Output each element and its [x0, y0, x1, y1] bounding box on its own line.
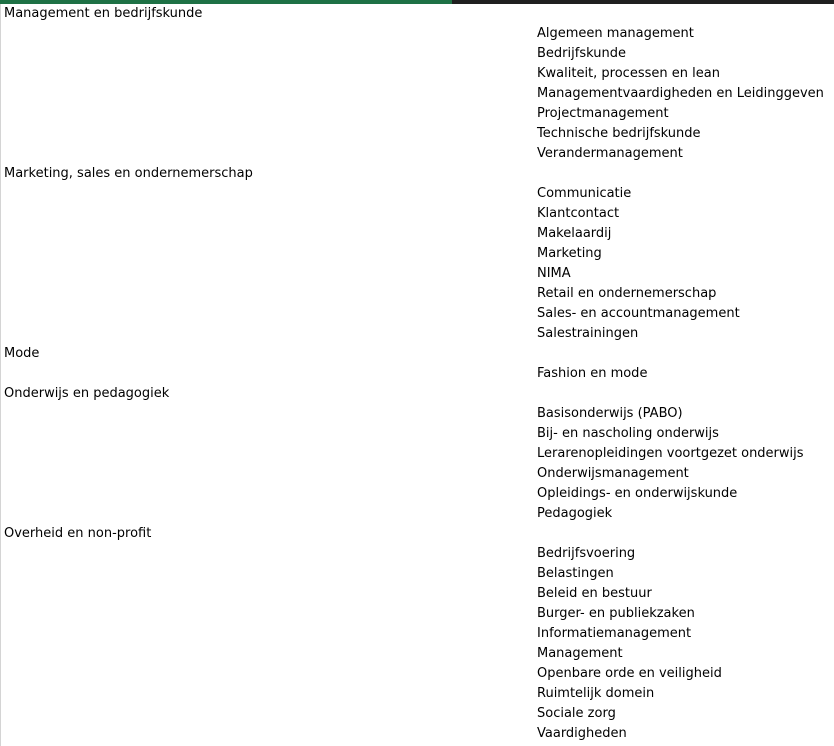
- category-cell[interactable]: Management en bedrijfskunde: [4, 6, 203, 21]
- subcategory-cell[interactable]: Sales- en accountmanagement: [537, 306, 740, 321]
- subcategory-row[interactable]: [0, 84, 834, 104]
- subcategory-row[interactable]: [0, 604, 834, 624]
- category-cell[interactable]: Mode: [4, 346, 40, 361]
- subcategory-row[interactable]: [0, 504, 834, 524]
- subcategory-row[interactable]: [0, 624, 834, 644]
- subcategory-row[interactable]: [0, 484, 834, 504]
- subcategory-row[interactable]: [0, 184, 834, 204]
- subcategory-cell[interactable]: Informatiemanagement: [537, 626, 692, 641]
- subcategory-row[interactable]: [0, 204, 834, 224]
- subcategory-row[interactable]: [0, 584, 834, 604]
- subcategory-cell[interactable]: NIMA: [537, 266, 571, 281]
- category-cell[interactable]: Overheid en non-profit: [4, 526, 152, 541]
- subcategory-cell[interactable]: Kwaliteit, processen en lean: [537, 66, 720, 81]
- subcategory-row[interactable]: [0, 44, 834, 64]
- subcategory-row[interactable]: [0, 564, 834, 584]
- subcategory-cell[interactable]: Salestrainingen: [537, 326, 639, 341]
- category-cell[interactable]: Marketing, sales en ondernemerschap: [4, 166, 253, 181]
- subcategory-cell[interactable]: Bedrijfskunde: [537, 46, 626, 61]
- subcategory-cell[interactable]: Bij- en nascholing onderwijs: [537, 426, 719, 441]
- subcategory-cell[interactable]: Management: [537, 646, 623, 661]
- subcategory-cell[interactable]: Makelaardij: [537, 226, 612, 241]
- subcategory-cell[interactable]: Sociale zorg: [537, 706, 616, 721]
- subcategory-row[interactable]: [0, 544, 834, 564]
- subcategory-cell[interactable]: Projectmanagement: [537, 106, 669, 121]
- subcategory-cell[interactable]: Vaardigheden: [537, 726, 627, 741]
- subcategory-row[interactable]: [0, 404, 834, 424]
- subcategory-row[interactable]: [0, 724, 834, 744]
- subcategory-row[interactable]: [0, 244, 834, 264]
- category-row[interactable]: [0, 384, 834, 404]
- subcategory-cell[interactable]: Beleid en bestuur: [537, 586, 652, 601]
- subcategory-cell[interactable]: Belastingen: [537, 566, 614, 581]
- subcategory-cell[interactable]: Burger- en publiekzaken: [537, 606, 695, 621]
- subcategory-row[interactable]: [0, 364, 834, 384]
- subcategory-cell[interactable]: Marketing: [537, 246, 602, 261]
- subcategory-row[interactable]: [0, 124, 834, 144]
- subcategory-row[interactable]: [0, 104, 834, 124]
- subcategory-cell[interactable]: Basisonderwijs (PABO): [537, 406, 683, 421]
- subcategory-cell[interactable]: Bedrijfsvoering: [537, 546, 636, 561]
- spreadsheet-grid: [0, 4, 834, 744]
- subcategory-cell[interactable]: Ruimtelijk domein: [537, 686, 655, 701]
- subcategory-row[interactable]: [0, 704, 834, 724]
- subcategory-row[interactable]: [0, 444, 834, 464]
- category-row[interactable]: [0, 524, 834, 544]
- subcategory-cell[interactable]: Managementvaardigheden en Leidinggeven: [537, 86, 824, 101]
- subcategory-cell[interactable]: Algemeen management: [537, 26, 694, 41]
- subcategory-row[interactable]: [0, 64, 834, 84]
- subcategory-cell[interactable]: Openbare orde en veiligheid: [537, 666, 722, 681]
- category-row[interactable]: [0, 4, 834, 24]
- category-cell[interactable]: Onderwijs en pedagogiek: [4, 386, 170, 401]
- subcategory-row[interactable]: [0, 284, 834, 304]
- subcategory-cell[interactable]: Pedagogiek: [537, 506, 613, 521]
- subcategory-row[interactable]: [0, 664, 834, 684]
- subcategory-row[interactable]: [0, 684, 834, 704]
- category-row[interactable]: [0, 164, 834, 184]
- subcategory-cell[interactable]: Opleidings- en onderwijskunde: [537, 486, 738, 501]
- subcategory-cell[interactable]: Lerarenopleidingen voortgezet onderwijs: [537, 446, 804, 461]
- subcategory-cell[interactable]: Technische bedrijfskunde: [537, 126, 701, 141]
- subcategory-row[interactable]: [0, 224, 834, 244]
- subcategory-cell[interactable]: Retail en ondernemerschap: [537, 286, 717, 301]
- subcategory-row[interactable]: [0, 264, 834, 284]
- subcategory-cell[interactable]: Onderwijsmanagement: [537, 466, 689, 481]
- subcategory-row[interactable]: [0, 464, 834, 484]
- subcategory-row[interactable]: [0, 644, 834, 664]
- subcategory-row[interactable]: [0, 304, 834, 324]
- subcategory-cell[interactable]: Communicatie: [537, 186, 632, 201]
- subcategory-cell[interactable]: Fashion en mode: [537, 366, 648, 381]
- subcategory-row[interactable]: [0, 144, 834, 164]
- subcategory-row[interactable]: [0, 24, 834, 44]
- subcategory-cell[interactable]: Klantcontact: [537, 206, 620, 221]
- category-row[interactable]: [0, 344, 834, 364]
- subcategory-row[interactable]: [0, 324, 834, 344]
- subcategory-row[interactable]: [0, 424, 834, 444]
- subcategory-cell[interactable]: Verandermanagement: [537, 146, 683, 161]
